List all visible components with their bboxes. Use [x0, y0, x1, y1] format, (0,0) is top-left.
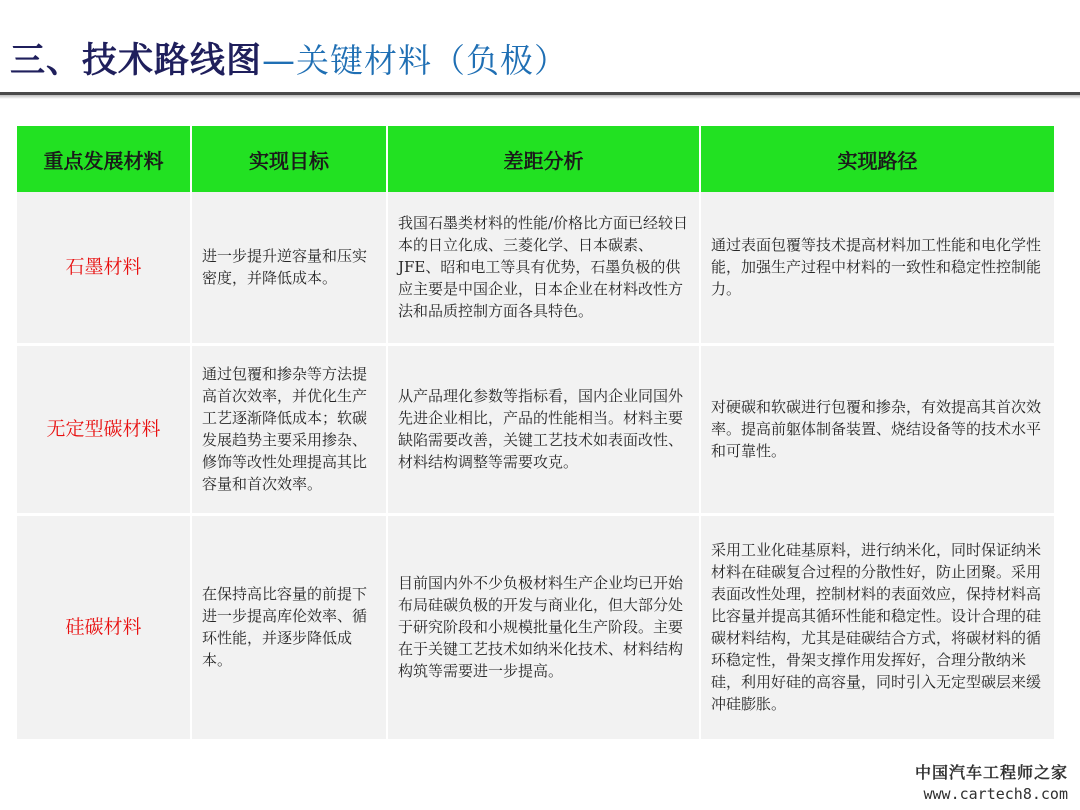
material-cell: 石墨材料 — [17, 192, 191, 344]
goal-cell: 在保持高比容量的前提下进一步提高库伦效率、循环性能，并逐步降低成本。 — [191, 514, 387, 740]
header-gap-analysis: 差距分析 — [387, 126, 700, 192]
header-material: 重点发展材料 — [17, 126, 191, 192]
table-row — [17, 344, 1054, 514]
title-subtitle: —关键材料（负极） — [262, 40, 569, 80]
roadmap-table — [17, 126, 1054, 742]
table-row — [17, 192, 1054, 344]
slide-title — [10, 28, 568, 88]
material-cell: 无定型碳材料 — [17, 344, 191, 514]
watermark-brand: 中国汽车工程师之家 — [914, 763, 1068, 782]
header-goal: 实现目标 — [191, 126, 387, 192]
title-main: 三、技术路线图 — [10, 41, 263, 81]
goal-cell: 通过包覆和掺杂等方法提高首次效率，并优化生产工艺逐渐降低成本；软碳发展趋势主要采用掺杂、修饰等改性处理提高其比容量和首次效率。 — [191, 344, 387, 514]
watermark — [915, 760, 1068, 803]
title-divider-shadow — [0, 95, 1080, 99]
table-header-row — [17, 126, 1054, 192]
watermark-url: www.cartech8.com — [923, 785, 1068, 803]
goal-cell: 进一步提升逆容量和压实密度，并降低成本。 — [191, 192, 387, 344]
path-cell: 对硬碳和软碳进行包覆和掺杂，有效提高其首次效率。提高前躯体制备装置、烧结设备等的技术水平和可靠性。 — [700, 344, 1054, 514]
gap-cell: 目前国内外不少负极材料生产企业均已开始布局硅碳负极的开发与商业化，但大部分处于研究阶段和小规模批量化生产阶段。主要在于关键工艺技术如纳米化技术、材料结构构筑等需要进一步提高。 — [387, 514, 700, 740]
material-cell: 硅碳材料 — [17, 514, 191, 740]
table-row — [17, 514, 1054, 740]
gap-cell: 从产品理化参数等指标看，国内企业同国外先进企业相比，产品的性能相当。材料主要缺陷需要改善，关键工艺技术如表面改性、材料结构调整等需要攻克。 — [387, 344, 700, 514]
gap-cell: 我国石墨类材料的性能/价格比方面已经较日本的日立化成、三菱化学、日本碳素、JFE、昭和电工等具有优势，石墨负极的供应主要是中国企业，日本企业在材料改性方法和品质控制方面各具特色。 — [387, 192, 700, 344]
header-path: 实现路径 — [700, 126, 1054, 192]
path-cell: 通过表面包覆等技术提高材料加工性能和电化学性能，加强生产过程中材料的一致性和稳定性控制能力。 — [700, 192, 1054, 344]
path-cell: 采用工业化硅基原料，进行纳米化，同时保证纳米材料在硅碳复合过程的分散性好，防止团聚。采用表面改性处理，控制材料的表面效应，保持材料高比容量并提高其循环性能和稳定性。设计合理的硅碳材料结构，尤其是硅碳结合方式，将碳材料的循环稳定性，骨架支撑作用发挥好，合理分散纳米硅，利用好硅的高容量，同时引入无定型碳层来缓冲硅膨胀。 — [700, 514, 1054, 740]
